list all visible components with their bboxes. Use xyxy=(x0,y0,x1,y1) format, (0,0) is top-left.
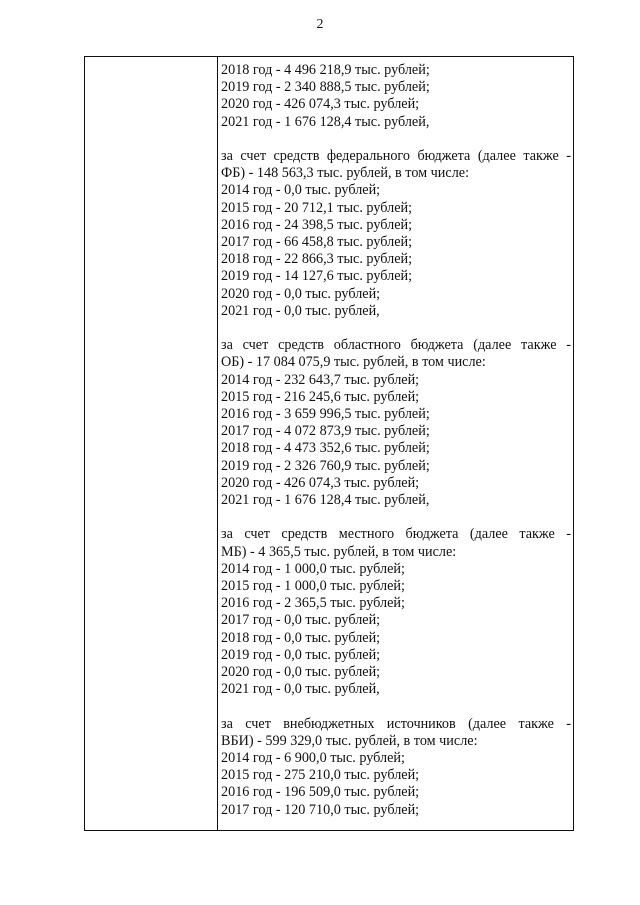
year-line: 2016 год - 2 365,5 тыс. рублей; xyxy=(221,595,405,612)
funding-details-cell xyxy=(221,62,571,819)
year-line: 2014 год - 6 900,0 тыс. рублей; xyxy=(221,750,405,767)
year-line: 2019 год - 2 326 760,9 тыс. рублей; xyxy=(221,457,430,474)
block-heading: за счет средств федерального бюджета (далее также - xyxy=(221,148,571,164)
federal-budget-block xyxy=(221,148,571,320)
year-line: 2017 год - 4 072 873,9 тыс. рублей; xyxy=(221,423,430,440)
year-line: 2018 год - 4 496 218,9 тыс. рублей; xyxy=(221,62,430,78)
year-line: 2020 год - 426 074,3 тыс. рублей; xyxy=(221,96,420,113)
local-budget-block xyxy=(221,526,571,698)
year-line: 2018 год - 22 866,3 тыс. рублей; xyxy=(221,251,413,268)
year-line: 2021 год - 0,0 тыс. рублей, xyxy=(221,302,380,319)
year-line: 2020 год - 0,0 тыс. рублей; xyxy=(221,664,381,681)
year-line: 2019 год - 0,0 тыс. рублей; xyxy=(221,646,381,663)
year-line: 2018 год - 0,0 тыс. рублей; xyxy=(221,629,381,646)
block-total: ФБ) - 148 563,3 тыс. рублей, в том числе: xyxy=(221,165,470,182)
column-divider xyxy=(217,57,218,830)
year-line: 2015 год - 20 712,1 тыс. рублей; xyxy=(221,199,413,216)
funding-table xyxy=(84,56,574,831)
year-line: 2019 год - 2 340 888,5 тыс. рублей; xyxy=(221,79,430,96)
year-line: 2021 год - 1 676 128,4 тыс. рублей, xyxy=(221,492,430,509)
block-heading: за счет средств областного бюджета (далее также - xyxy=(221,337,571,354)
regional-budget-block xyxy=(221,337,571,509)
year-line: 2021 год - 1 676 128,4 тыс. рублей, xyxy=(221,113,430,130)
year-line: 2015 год - 275 210,0 тыс. рублей; xyxy=(221,767,420,784)
year-line: 2018 год - 4 473 352,6 тыс. рублей; xyxy=(221,440,430,457)
extrabudgetary-block xyxy=(221,716,571,819)
year-line: 2014 год - 0,0 тыс. рублей; xyxy=(221,182,381,199)
block-heading: за счет средств местного бюджета (далее также - xyxy=(221,526,571,543)
year-line: 2014 год - 1 000,0 тыс. рублей; xyxy=(221,560,405,577)
block-heading: за счет внебюджетных источников (далее также - xyxy=(221,715,571,732)
page-number: 2 xyxy=(316,17,324,32)
year-line: 2017 год - 0,0 тыс. рублей; xyxy=(221,612,381,629)
year-line: 2021 год - 0,0 тыс. рублей, xyxy=(221,681,380,698)
year-line: 2016 год - 3 659 996,5 тыс. рублей; xyxy=(221,406,430,423)
year-line: 2015 год - 216 245,6 тыс. рублей; xyxy=(221,388,420,405)
year-line: 2019 год - 14 127,6 тыс. рублей; xyxy=(221,268,413,285)
year-line: 2020 год - 0,0 тыс. рублей; xyxy=(221,285,381,302)
block-total: МБ) - 4 365,5 тыс. рублей, в том числе: xyxy=(221,543,457,560)
year-line: 2020 год - 426 074,3 тыс. рублей; xyxy=(221,474,420,491)
block-total: ВБИ) - 599 329,0 тыс. рублей, в том числе: xyxy=(221,732,478,749)
year-line: 2016 год - 196 509,0 тыс. рублей; xyxy=(221,784,420,801)
block-total: ОБ) - 17 084 075,9 тыс. рублей, в том числе: xyxy=(221,354,486,371)
year-line: 2017 год - 66 458,8 тыс. рублей; xyxy=(221,234,413,251)
year-line: 2016 год - 24 398,5 тыс. рублей; xyxy=(221,216,413,233)
year-line: 2014 год - 232 643,7 тыс. рублей; xyxy=(221,371,420,388)
total-funding-block xyxy=(221,62,571,131)
year-line: 2017 год - 120 710,0 тыс. рублей; xyxy=(221,801,420,818)
year-line: 2015 год - 1 000,0 тыс. рублей; xyxy=(221,578,405,595)
